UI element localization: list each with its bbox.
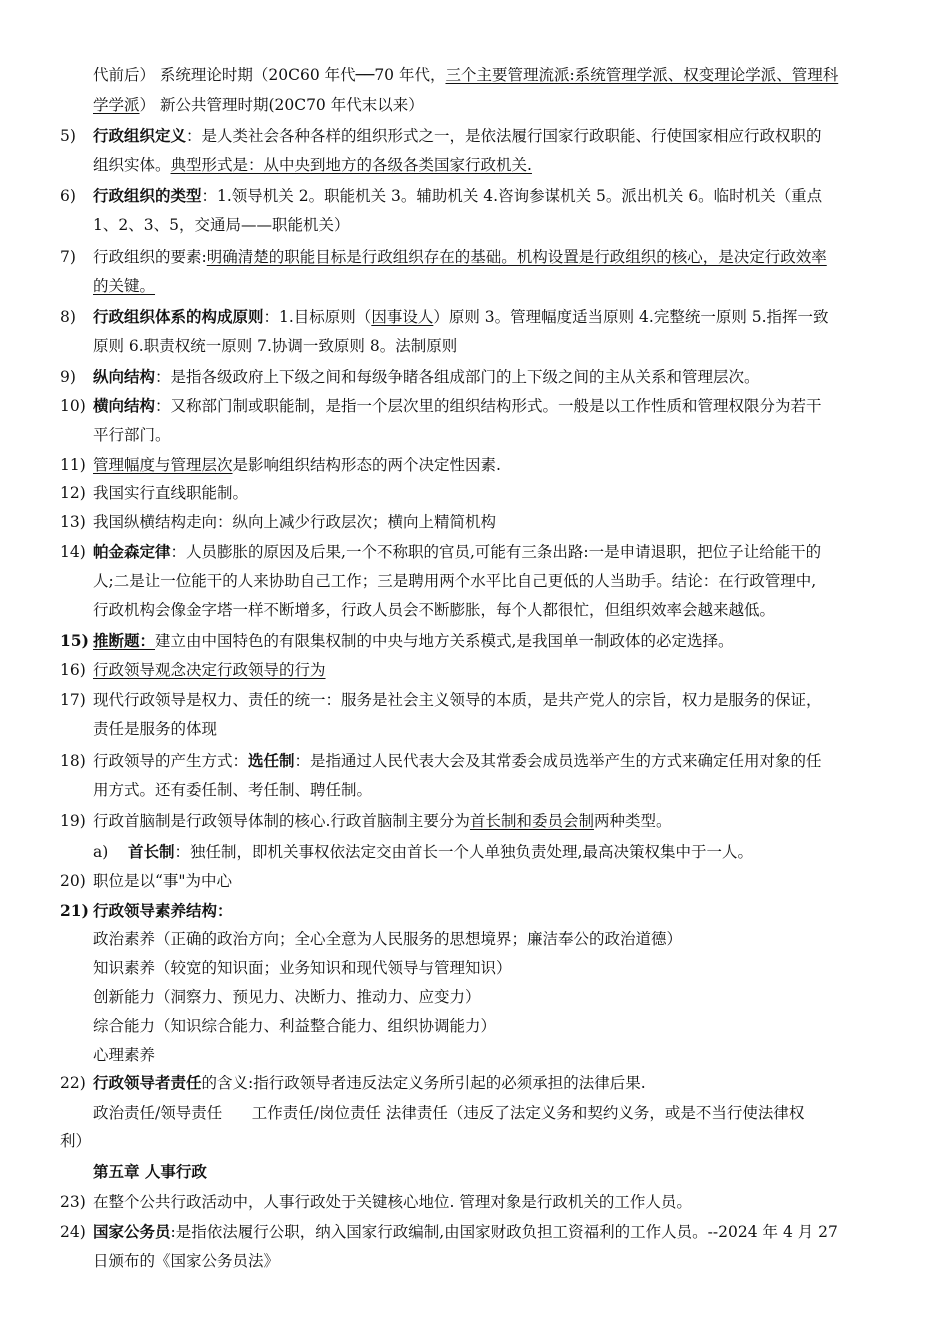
- text-line: [93, 987, 481, 1007]
- text-line: [93, 660, 326, 680]
- bold-term: 行政组织体系的构成原则: [93, 307, 264, 326]
- text-line: [93, 247, 827, 267]
- item-number: 10): [60, 397, 86, 415]
- text-segment: ：是人类社会各种各样的组织形式之一，是依法履行国家行政职能、行使国家相应行政权职的: [186, 127, 822, 145]
- text-line: [93, 512, 496, 532]
- text-segment: 组织实体。: [93, 156, 171, 174]
- text-segment: 综合能力（知识综合能力、利益整合能力、组织协调能力）: [93, 1017, 497, 1035]
- text-line: [93, 571, 816, 591]
- text-line: [93, 1251, 279, 1271]
- text-line: [93, 215, 349, 235]
- bold-term: 选任制: [248, 751, 295, 770]
- text-segment: ：又称部门制或职能制，是指一个层次里的组织结构形式。一般是以工作性质和管理权限分为若干: [155, 397, 822, 415]
- text-segment: ：人员膨胀的原因及后果,一个不称职的官员,可能有三条出路:一是申请退职，把位子让给能干的: [170, 543, 822, 561]
- text-line: [93, 1103, 804, 1123]
- text-segment: 1、2、3、5，交通局——职能机关）: [93, 216, 350, 234]
- text-line: [93, 1222, 838, 1242]
- item-number: 15): [60, 631, 89, 650]
- underlined-text: 因事设人: [371, 308, 434, 326]
- text-line: [93, 842, 753, 862]
- item-number: 14): [60, 543, 86, 561]
- text-segment: 现代行政领导是权力、责任的统一：服务是社会主义领导的本质，是共产党人的宗旨，权力是服务的保证，: [93, 691, 822, 709]
- item-number: 7): [60, 248, 76, 266]
- text-line: [93, 276, 155, 296]
- text-segment: 行政首脑制是行政领导体制的核心.行政首脑制主要分为: [93, 812, 470, 830]
- bold-term: 国家公务员: [93, 1222, 171, 1241]
- text-line: [93, 126, 822, 146]
- text-segment: 日颁布的《国家公务员法》: [93, 1252, 280, 1270]
- text-line: [93, 336, 457, 356]
- text-line: [93, 95, 424, 115]
- text-line: [93, 155, 532, 175]
- text-segment: ：是指各级政府上下级之间和每级争睹各组成部门的上下级之间的主从关系和管理层次。: [155, 368, 760, 386]
- text-segment: 建立由中国特色的有限集权制的中央与地方关系模式,是我国单一制政体的必定选择。: [155, 632, 734, 650]
- item-number: 17): [60, 691, 86, 709]
- item-number: 22): [60, 1074, 86, 1092]
- text-segment: 心理素养: [93, 1046, 156, 1064]
- underlined-text: 典型形式是：从中央到地方的各级各类国家行政机关.: [170, 156, 532, 174]
- item-number: 21): [60, 901, 89, 920]
- text-line: [93, 307, 829, 327]
- underlined-text: 明确清楚的职能目标是行政组织存在的基础。机构设置是行政组织的核心，是决定行政效率: [206, 248, 827, 266]
- text-segment: 用方式。还有委任制、考任制、聘任制。: [93, 781, 373, 799]
- item-number: 9): [60, 368, 76, 386]
- text-segment: 在整个公共行政活动中，人事行政处于关键核心地位. 管理对象是行政机关的工作人员。: [93, 1193, 692, 1211]
- text-line: [93, 396, 822, 416]
- text-segment: 责任是服务的体现: [93, 720, 218, 738]
- text-line: [93, 958, 512, 978]
- text-line: [93, 871, 232, 891]
- text-line: [93, 751, 822, 771]
- text-line: [93, 367, 760, 387]
- text-segment: 行政机构会像金字塔一样不断增多，行政人员会不断膨胀，每个人都很忙，但组织效率会越来越低。: [93, 601, 776, 619]
- text-line: [93, 780, 372, 800]
- text-segment: 代前后） 系统理论时期（20C60 年代──70 年代，: [93, 66, 446, 84]
- text-line: [93, 631, 733, 651]
- text-segment: 行政组织的要素:: [93, 248, 207, 266]
- item-number: 18): [60, 752, 86, 770]
- item-number: 16): [60, 661, 86, 679]
- text-line: [93, 455, 501, 475]
- bold-term: 行政组织的类型: [93, 186, 202, 205]
- text-line: [93, 1073, 646, 1093]
- item-number: 8): [60, 308, 76, 326]
- text-segment: 人;二是让一位能干的人来协助自己工作；三是聘用两个水平比自己更低的人当助手。结论：在行政管理中,: [93, 572, 817, 590]
- text-segment: :是指依法履行公职，纳入国家行政编制,由国家财政负担工资福利的工作人员。--2024 年 4 月 27: [170, 1223, 838, 1241]
- text-line: [93, 600, 775, 620]
- item-number: 24): [60, 1223, 86, 1241]
- underlined-text: 管理幅度与管理层次: [93, 456, 233, 474]
- text-segment: 行政领导的产生方式：: [93, 752, 249, 770]
- text-line: [93, 483, 248, 503]
- item-number: 20): [60, 872, 86, 890]
- item-number: 13): [60, 513, 86, 531]
- text-segment: ）原则 3。管理幅度适当原则 4.完整统一原则 5.指挥一致: [433, 308, 829, 326]
- text-segment: ） 新公共管理时期(20C70 年代末以来）: [139, 96, 424, 114]
- text-segment: 两种类型。: [593, 812, 672, 830]
- text-segment: 知识素养（较宽的知识面；业务知识和现代领导与管理知识）: [93, 959, 512, 977]
- text-line: [93, 719, 217, 739]
- text-line: [93, 65, 838, 85]
- text-segment: ：是指通过人民代表大会及其常委会成员选举产生的方式来确定任用对象的任: [294, 752, 822, 770]
- text-line: [93, 425, 171, 445]
- item-number: 6): [60, 187, 76, 205]
- bold-term: 行政领导素养结构：: [93, 901, 233, 920]
- text-line: [93, 901, 233, 921]
- text-line: [60, 1131, 91, 1151]
- underlined-text: 学学派: [93, 96, 140, 114]
- text-line: [93, 186, 822, 206]
- text-line: [93, 811, 671, 831]
- text-line: [93, 1162, 207, 1182]
- text-line: [93, 542, 821, 562]
- bold-term: 第五章 人事行政: [93, 1162, 207, 1181]
- text-segment: ：1.领导机关 2。职能机关 3。辅助机关 4.咨询参谋机关 5。派出机关 6。临时机关（重点: [201, 187, 823, 205]
- text-segment: a): [93, 843, 128, 861]
- bold-term: 首长制: [128, 842, 175, 861]
- text-segment: 政治素养（正确的政治方向；全心全意为人民服务的思想境界；廉洁奉公的政治道德）: [93, 930, 683, 948]
- bold-term: 行政领导者责任: [93, 1073, 202, 1092]
- text-line: [93, 1045, 155, 1065]
- text-segment: 创新能力（洞察力、预见力、决断力、推动力、应变力）: [93, 988, 481, 1006]
- underlined-text: 行政领导观念决定行政领导的行为: [93, 661, 326, 679]
- text-segment: 我国实行直线职能制。: [93, 484, 249, 502]
- item-number: 11): [60, 456, 86, 474]
- text-segment: 的含义:指行政领导者违反法定义务所引起的必须承担的法律后果.: [201, 1074, 646, 1092]
- text-segment: ：独任制，即机关事权依法定交由首长一个人单独负责处理,最高决策权集中于一人。: [174, 843, 753, 861]
- text-segment: 职位是以“事"为中心: [93, 872, 233, 890]
- item-number: 12): [60, 484, 86, 502]
- item-number: 19): [60, 812, 86, 830]
- text-segment: 政治责任/领导责任 工作责任/岗位责任 法律责任（违反了法定义务和契约义务，或是不当行使法律权: [93, 1104, 805, 1122]
- text-line: [93, 929, 682, 949]
- bold-term: 横向结构: [93, 396, 156, 415]
- text-segment: 平行部门。: [93, 426, 171, 444]
- item-number: 23): [60, 1193, 86, 1211]
- text-segment: ：1.目标原则（: [263, 308, 372, 326]
- text-segment: 利）: [60, 1132, 92, 1150]
- text-segment: 原则 6.职责权统一原则 7.协调一致原则 8。法制原则: [93, 337, 458, 355]
- bold-term: 推断题：: [93, 631, 156, 650]
- bold-term: 纵向结构: [93, 367, 156, 386]
- underlined-text: 首长制和委员会制: [469, 812, 594, 830]
- bold-term: 帕金森定律: [93, 542, 171, 561]
- text-line: [93, 1192, 692, 1212]
- text-segment: 是影响组织结构形态的两个决定性因素.: [232, 456, 501, 474]
- bold-term: 行政组织定义: [93, 126, 187, 145]
- item-number: 5): [60, 127, 76, 145]
- underlined-text: 的关键。: [93, 277, 156, 295]
- underlined-text: 三个主要管理流派:系统管理学派、权变理论学派、管理科: [445, 66, 839, 84]
- text-segment: 我国纵横结构走向：纵向上减少行政层次；横向上精简机构: [93, 513, 497, 531]
- text-line: [93, 1016, 496, 1036]
- text-line: [93, 690, 822, 710]
